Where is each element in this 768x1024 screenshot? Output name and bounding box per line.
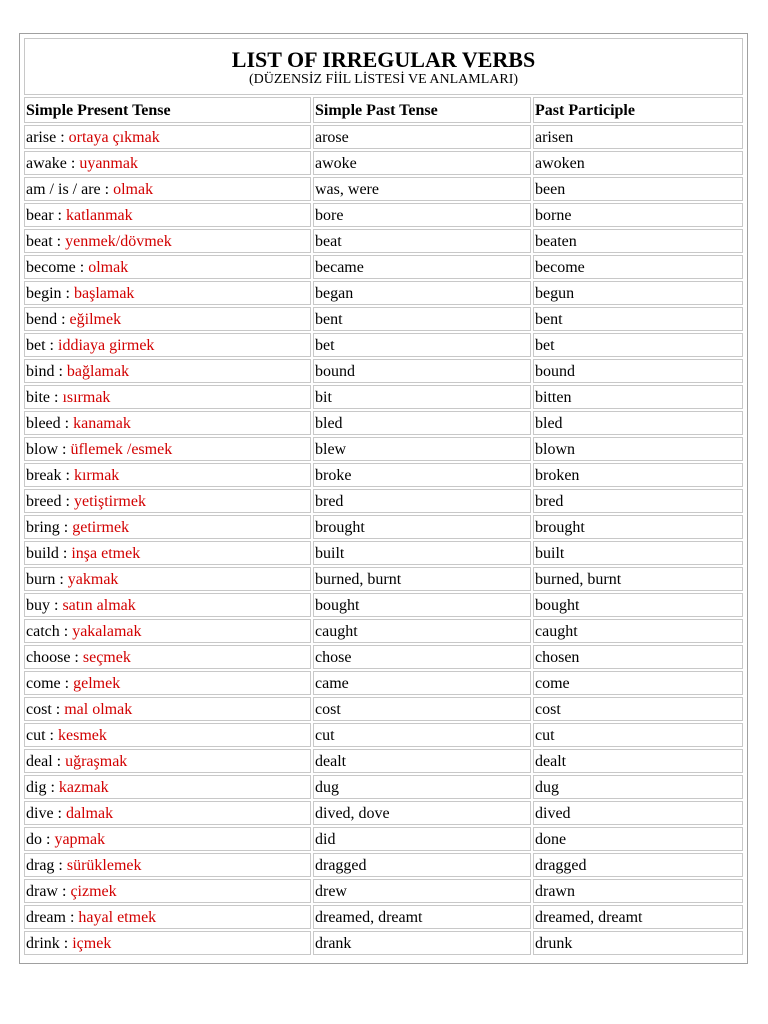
cell-past-participle: borne [533,203,743,227]
cell-simple-present [24,489,311,513]
verb-translation: mal olmak [64,700,133,718]
verb-base: am / is / are : [26,180,114,198]
verb-base: breed : [26,492,74,510]
header-row [24,97,743,123]
verb-translation: yakmak [67,570,119,588]
table-row [24,567,743,591]
verb-translation: eğilmek [69,310,122,328]
cell-simple-past: bore [313,203,531,227]
verb-translation: üflemek /esmek [70,440,173,458]
cell-simple-present [24,541,311,565]
verb-base: bear : [26,206,66,224]
verb-base: break : [26,466,74,484]
verb-base: come : [26,674,74,692]
cell-simple-past: dug [313,775,531,799]
cell-simple-past: bred [313,489,531,513]
cell-simple-past: bought [313,593,531,617]
cell-simple-present [24,437,311,461]
verb-translation: inşa etmek [71,544,141,562]
verb-translation: satın almak [62,596,136,614]
verb-translation: başlamak [74,284,135,302]
cell-past-participle: beaten [533,229,743,253]
verb-base: become : [26,258,89,276]
cell-simple-past: bled [313,411,531,435]
cell-past-participle: brought [533,515,743,539]
verb-base: awake : [26,154,80,172]
verb-base: arise : [26,128,69,146]
cell-past-participle: been [533,177,743,201]
cell-simple-present [24,151,311,175]
verb-translation: getirmek [72,518,130,536]
table-row [24,671,743,695]
cell-simple-past: bet [313,333,531,357]
verb-base: cut : [26,726,58,744]
cell-simple-past: cut [313,723,531,747]
cell-simple-present [24,749,311,773]
verb-translation: uyanmak [79,154,138,172]
verb-translation: bağlamak [66,362,130,380]
table-row [24,229,743,253]
verb-translation: yenmek/dövmek [65,232,172,250]
cell-simple-present [24,177,311,201]
table-row [24,125,743,149]
verb-translation: uğraşmak [65,752,128,770]
verb-base: bet : [26,336,58,354]
cell-simple-past: burned, burnt [313,567,531,591]
cell-simple-past: brought [313,515,531,539]
cell-simple-present [24,333,311,357]
table-row [24,151,743,175]
verb-translation: ısırmak [62,388,111,406]
cell-past-participle: built [533,541,743,565]
verb-base: deal : [26,752,66,770]
cell-past-participle: caught [533,619,743,643]
title-row [24,38,743,95]
table-row [24,463,743,487]
cell-simple-past: did [313,827,531,851]
verb-translation: kanamak [73,414,131,432]
cell-past-participle: blown [533,437,743,461]
cell-simple-present [24,567,311,591]
cell-simple-past: blew [313,437,531,461]
verb-translation: kazmak [58,778,109,796]
verb-translation: ortaya çıkmak [68,128,160,146]
irregular-verbs-table [22,36,745,957]
cell-simple-past: awoke [313,151,531,175]
cell-simple-present [24,801,311,825]
verb-base: drink : [26,934,73,952]
cell-simple-past: arose [313,125,531,149]
verb-base: build : [26,544,72,562]
cell-simple-past: came [313,671,531,695]
cell-simple-past: caught [313,619,531,643]
table-row [24,931,743,955]
verb-base: bend : [26,310,70,328]
cell-simple-past: dreamed, dreamt [313,905,531,929]
verb-base: dig : [26,778,59,796]
table-row [24,645,743,669]
header-simple-present: Simple Present Tense [24,97,311,123]
cell-simple-present [24,255,311,279]
cell-past-participle: begun [533,281,743,305]
cell-simple-present [24,385,311,409]
verb-base: blow : [26,440,71,458]
cell-past-participle: come [533,671,743,695]
verb-base: bite : [26,388,63,406]
cell-simple-past: broke [313,463,531,487]
verb-translation: kesmek [58,726,107,744]
verb-translation: çizmek [70,882,117,900]
verb-translation: dalmak [66,804,114,822]
page-title: LIST OF IRREGULAR VERBS [231,46,536,72]
cell-past-participle: done [533,827,743,851]
table-row [24,619,743,643]
cell-simple-past: cost [313,697,531,721]
cell-simple-past: was, were [313,177,531,201]
cell-simple-past: built [313,541,531,565]
cell-past-participle: bound [533,359,743,383]
cell-past-participle: chosen [533,645,743,669]
table-row [24,385,743,409]
cell-simple-present [24,229,311,253]
cell-simple-present [24,775,311,799]
cell-simple-past: chose [313,645,531,669]
table-row [24,775,743,799]
verb-translation: yakalamak [72,622,142,640]
cell-simple-present [24,905,311,929]
verb-base: choose : [26,648,83,666]
cell-simple-past: beat [313,229,531,253]
cell-past-participle: cut [533,723,743,747]
cell-past-participle: bled [533,411,743,435]
cell-simple-present [24,203,311,227]
cell-simple-present [24,671,311,695]
table-row [24,307,743,331]
table-row [24,879,743,903]
verb-base: bind : [26,362,67,380]
cell-past-participle: arisen [533,125,743,149]
verb-translation: katlanmak [65,206,133,224]
cell-simple-past: became [313,255,531,279]
cell-simple-present [24,515,311,539]
table-row [24,905,743,929]
verb-translation: kırmak [73,466,120,484]
verb-base: begin : [26,284,74,302]
cell-simple-past: drank [313,931,531,955]
cell-past-participle: drunk [533,931,743,955]
verb-base: draw : [26,882,71,900]
cell-past-participle: bent [533,307,743,331]
table-row [24,853,743,877]
table-row [24,723,743,747]
cell-simple-past: bent [313,307,531,331]
cell-simple-present [24,853,311,877]
verb-base: buy : [26,596,63,614]
cell-simple-present [24,593,311,617]
verb-translation: içmek [72,934,112,952]
verb-translation: olmak [88,258,129,276]
cell-simple-present [24,645,311,669]
table-row [24,437,743,461]
verb-base: dream : [26,908,79,926]
cell-past-participle: broken [533,463,743,487]
verb-base: dive : [26,804,66,822]
cell-simple-present [24,463,311,487]
table-row [24,801,743,825]
verb-base: drag : [26,856,67,874]
table-row [24,255,743,279]
cell-simple-past: bound [313,359,531,383]
table-row [24,489,743,513]
cell-past-participle: dived [533,801,743,825]
cell-past-participle: dreamed, dreamt [533,905,743,929]
header-past-participle: Past Participle [533,97,743,123]
cell-simple-past: drew [313,879,531,903]
verb-base: bleed : [26,414,74,432]
cell-past-participle: dug [533,775,743,799]
table-row [24,281,743,305]
cell-simple-present [24,619,311,643]
verb-base: burn : [26,570,68,588]
cell-simple-present [24,931,311,955]
table-row [24,411,743,435]
cell-simple-past: dived, dove [313,801,531,825]
cell-simple-past: dragged [313,853,531,877]
page-subtitle: (DÜZENSİZ FİİL LİSTESİ VE ANLAMLARI) [248,71,519,87]
cell-simple-past: bit [313,385,531,409]
verb-translation: yetiştirmek [73,492,146,510]
table-row [24,333,743,357]
verb-base: cost : [26,700,65,718]
document-page [19,33,748,964]
header-simple-past: Simple Past Tense [313,97,531,123]
cell-simple-present [24,359,311,383]
cell-past-participle: burned, burnt [533,567,743,591]
cell-simple-present [24,827,311,851]
cell-past-participle: bitten [533,385,743,409]
table-row [24,359,743,383]
verb-translation: gelmek [73,674,121,692]
table-row [24,749,743,773]
cell-past-participle: dragged [533,853,743,877]
cell-simple-present [24,879,311,903]
table-row [24,177,743,201]
cell-simple-past: began [313,281,531,305]
verb-base: bring : [26,518,73,536]
verb-translation: seçmek [82,648,131,666]
cell-past-participle: dealt [533,749,743,773]
cell-past-participle: drawn [533,879,743,903]
cell-simple-present [24,723,311,747]
cell-past-participle: bet [533,333,743,357]
table-row [24,541,743,565]
cell-simple-present [24,307,311,331]
verb-base: catch : [26,622,73,640]
table-row [24,697,743,721]
verb-translation: olmak [113,180,154,198]
cell-simple-present [24,281,311,305]
verb-translation: iddiaya girmek [58,336,155,354]
cell-simple-present [24,411,311,435]
cell-simple-present [24,697,311,721]
title-cell [24,38,743,95]
cell-past-participle: cost [533,697,743,721]
cell-simple-present [24,125,311,149]
table-row [24,515,743,539]
cell-simple-past: dealt [313,749,531,773]
verb-translation: hayal etmek [78,908,157,926]
table-row [24,593,743,617]
table-row [24,203,743,227]
cell-past-participle: bought [533,593,743,617]
verb-translation: sürüklemek [66,856,142,874]
cell-past-participle: awoken [533,151,743,175]
verb-translation: yapmak [54,830,106,848]
verb-base: beat : [26,232,66,250]
verb-base: do : [26,830,55,848]
table-row [24,827,743,851]
cell-past-participle: become [533,255,743,279]
cell-past-participle: bred [533,489,743,513]
